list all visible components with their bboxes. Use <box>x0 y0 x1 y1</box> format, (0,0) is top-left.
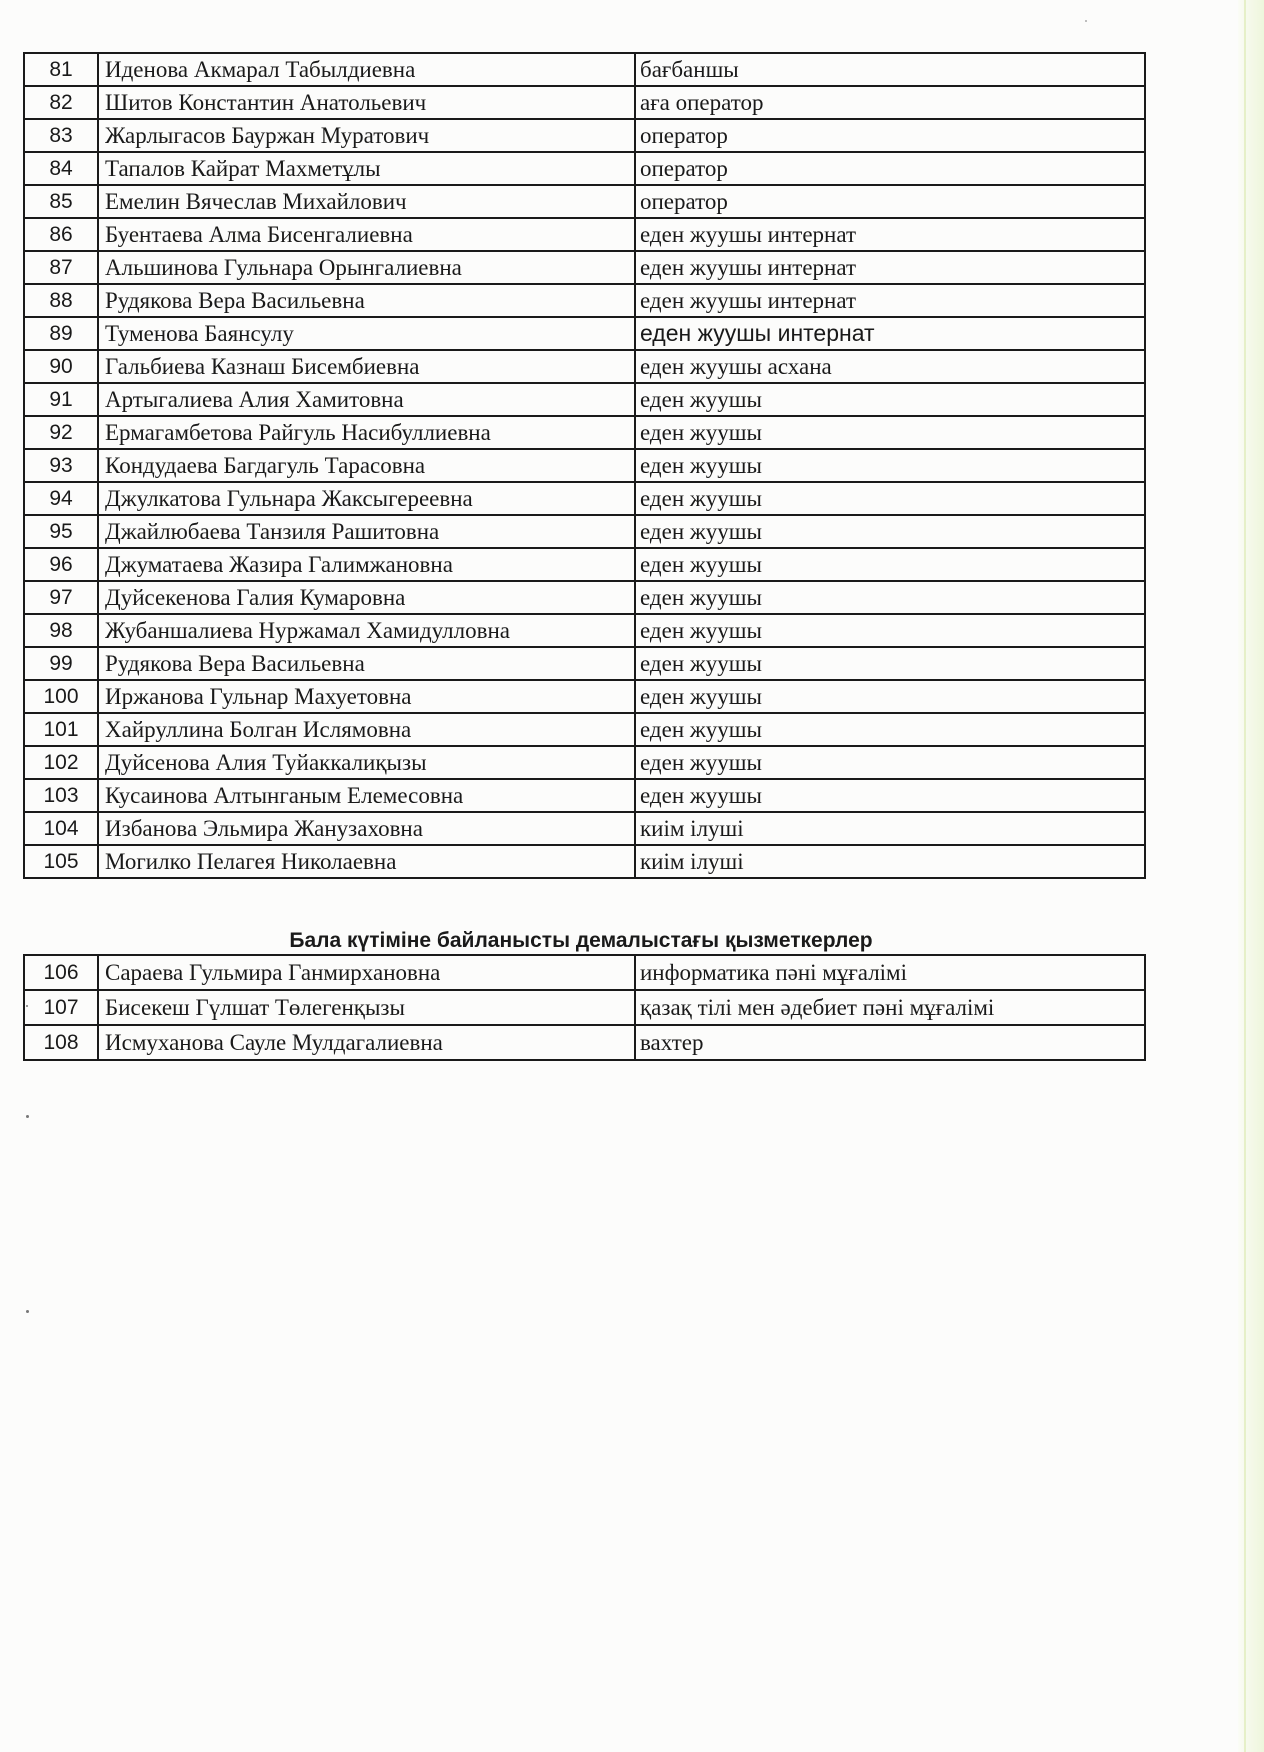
employee-name: Рудякова Вера Васильевна <box>98 647 635 680</box>
employee-position: еден жуушы <box>635 713 1145 746</box>
employee-name: Шитов Константин Анатольевич <box>98 86 635 119</box>
employee-position: информатика пәні мұғалімі <box>635 955 1145 990</box>
row-number: 86 <box>24 218 98 251</box>
table-row <box>24 746 1145 779</box>
table-row <box>24 416 1145 449</box>
table-row <box>24 482 1145 515</box>
leave-staff-table <box>23 954 1146 1061</box>
row-number: 93 <box>24 449 98 482</box>
table-row <box>24 614 1145 647</box>
table-row <box>24 350 1145 383</box>
table-row <box>24 317 1145 350</box>
row-number: 91 <box>24 383 98 416</box>
employee-name: Буентаева Алма Бисенгалиевна <box>98 218 635 251</box>
employee-name: Рудякова Вера Васильевна <box>98 284 635 317</box>
scan-page-edge <box>1238 0 1264 1752</box>
table-row <box>24 185 1145 218</box>
employee-position: киім ілуші <box>635 812 1145 845</box>
scan-speck <box>1085 20 1087 22</box>
table-row <box>24 218 1145 251</box>
row-number: 82 <box>24 86 98 119</box>
table-row <box>24 1025 1145 1060</box>
employee-position: аға оператор <box>635 86 1145 119</box>
row-number: 102 <box>24 746 98 779</box>
row-number: 87 <box>24 251 98 284</box>
table-row <box>24 251 1145 284</box>
employee-name: Жубаншалиева Нуржамал Хамидулловна <box>98 614 635 647</box>
employee-position: бағбаншы <box>635 53 1145 86</box>
row-number: 96 <box>24 548 98 581</box>
table-row <box>24 845 1145 878</box>
row-number: 99 <box>24 647 98 680</box>
table-row <box>24 581 1145 614</box>
row-number: 104 <box>24 812 98 845</box>
employee-position: еден жуушы интернат <box>635 317 1145 350</box>
table-row <box>24 53 1145 86</box>
row-number: 90 <box>24 350 98 383</box>
employee-name: Избанова Эльмира Жанузаховна <box>98 812 635 845</box>
table-row <box>24 713 1145 746</box>
row-number: 81 <box>24 53 98 86</box>
employee-name: Кондудаева Багдагуль Тарасовна <box>98 449 635 482</box>
row-number: 106 <box>24 955 98 990</box>
employee-name: Джайлюбаева Танзиля Рашитовна <box>98 515 635 548</box>
row-number: 98 <box>24 614 98 647</box>
employee-position: еден жуушы <box>635 581 1145 614</box>
employee-position: еден жуушы <box>635 482 1145 515</box>
employee-name: Артыгалиева Алия Хамитовна <box>98 383 635 416</box>
table-row <box>24 779 1145 812</box>
employee-name: Бисекеш Гүлшат Төлегенқызы <box>98 990 635 1025</box>
employee-position: еден жуушы <box>635 383 1145 416</box>
leave-section-heading: Бала күтіміне байланысты демалыстағы қызметкерлер <box>289 929 873 952</box>
employee-position: вахтер <box>635 1025 1145 1060</box>
scan-speck <box>26 1115 29 1118</box>
table-row <box>24 284 1145 317</box>
employee-name: Исмуханова Сауле Мулдагалиевна <box>98 1025 635 1060</box>
employee-position: еден жуушы <box>635 746 1145 779</box>
row-number: 88 <box>24 284 98 317</box>
employee-name: Гальбиева Казнаш Бисембиевна <box>98 350 635 383</box>
table-row <box>24 86 1145 119</box>
employee-position: еден жуушы интернат <box>635 284 1145 317</box>
employee-position: оператор <box>635 152 1145 185</box>
row-number: 95 <box>24 515 98 548</box>
employee-name: Емелин Вячеслав Михайлович <box>98 185 635 218</box>
employee-position: еден жуушы <box>635 416 1145 449</box>
table-row <box>24 515 1145 548</box>
row-number: 105 <box>24 845 98 878</box>
employee-name: Сараева Гульмира Ганмирхановна <box>98 955 635 990</box>
table-row <box>24 152 1145 185</box>
employee-name: Тапалов Кайрат Махметұлы <box>98 152 635 185</box>
staff-table <box>23 52 1146 879</box>
table-row <box>24 383 1145 416</box>
employee-position: еден жуушы <box>635 515 1145 548</box>
table-row <box>24 449 1145 482</box>
table-row <box>24 680 1145 713</box>
employee-position: оператор <box>635 119 1145 152</box>
employee-position: еден жуушы <box>635 680 1145 713</box>
table-row <box>24 812 1145 845</box>
table-row <box>24 955 1145 990</box>
employee-name: Могилко Пелагея Николаевна <box>98 845 635 878</box>
employee-name: Иржанова Гульнар Махуетовна <box>98 680 635 713</box>
row-number: 100 <box>24 680 98 713</box>
employee-position: еден жуушы <box>635 548 1145 581</box>
scan-edge-line <box>1244 0 1246 1752</box>
employee-name: Иденова Акмарал Табылдиевна <box>98 53 635 86</box>
employee-position: еден жуушы интернат <box>635 251 1145 284</box>
staff-table-body <box>24 53 1145 878</box>
employee-position: еден жуушы асхана <box>635 350 1145 383</box>
scan-speck <box>26 1310 29 1313</box>
employee-name: Жарлыгасов Бауржан Муратович <box>98 119 635 152</box>
table-row <box>24 647 1145 680</box>
employee-name: Джулкатова Гульнара Жаксыгереевна <box>98 482 635 515</box>
employee-name: Туменова Баянсулу <box>98 317 635 350</box>
employee-position: киім ілуші <box>635 845 1145 878</box>
employee-position: оператор <box>635 185 1145 218</box>
row-number: 85 <box>24 185 98 218</box>
table-row <box>24 119 1145 152</box>
employee-position: еден жуушы <box>635 647 1145 680</box>
row-number: 97 <box>24 581 98 614</box>
row-number: 94 <box>24 482 98 515</box>
employee-name: Хайруллина Болган Ислямовна <box>98 713 635 746</box>
row-number: 101 <box>24 713 98 746</box>
employee-name: Кусаинова Алтынганым Елемесовна <box>98 779 635 812</box>
employee-position: еден жуушы интернат <box>635 218 1145 251</box>
employee-position: еден жуушы <box>635 614 1145 647</box>
row-number: 89 <box>24 317 98 350</box>
employee-position: қазақ тілі мен әдебиет пәні мұғалімі <box>635 990 1145 1025</box>
employee-name: Ермагамбетова Райгуль Насибуллиевна <box>98 416 635 449</box>
employee-name: Альшинова Гульнара Орынгалиевна <box>98 251 635 284</box>
row-number: 92 <box>24 416 98 449</box>
row-number: 83 <box>24 119 98 152</box>
row-number: 107 <box>24 990 98 1025</box>
row-number: 103 <box>24 779 98 812</box>
row-number: 84 <box>24 152 98 185</box>
employee-position: еден жуушы <box>635 449 1145 482</box>
row-number: 108 <box>24 1025 98 1060</box>
leave-staff-table-body <box>24 955 1145 1060</box>
employee-name: Дуйсенова Алия Туйаккалиқызы <box>98 746 635 779</box>
table-row <box>24 548 1145 581</box>
employee-position: еден жуушы <box>635 779 1145 812</box>
employee-name: Дуйсекенова Галия Кумаровна <box>98 581 635 614</box>
table-row <box>24 990 1145 1025</box>
scan-speck <box>26 1005 28 1007</box>
employee-name: Джуматаева Жазира Галимжановна <box>98 548 635 581</box>
